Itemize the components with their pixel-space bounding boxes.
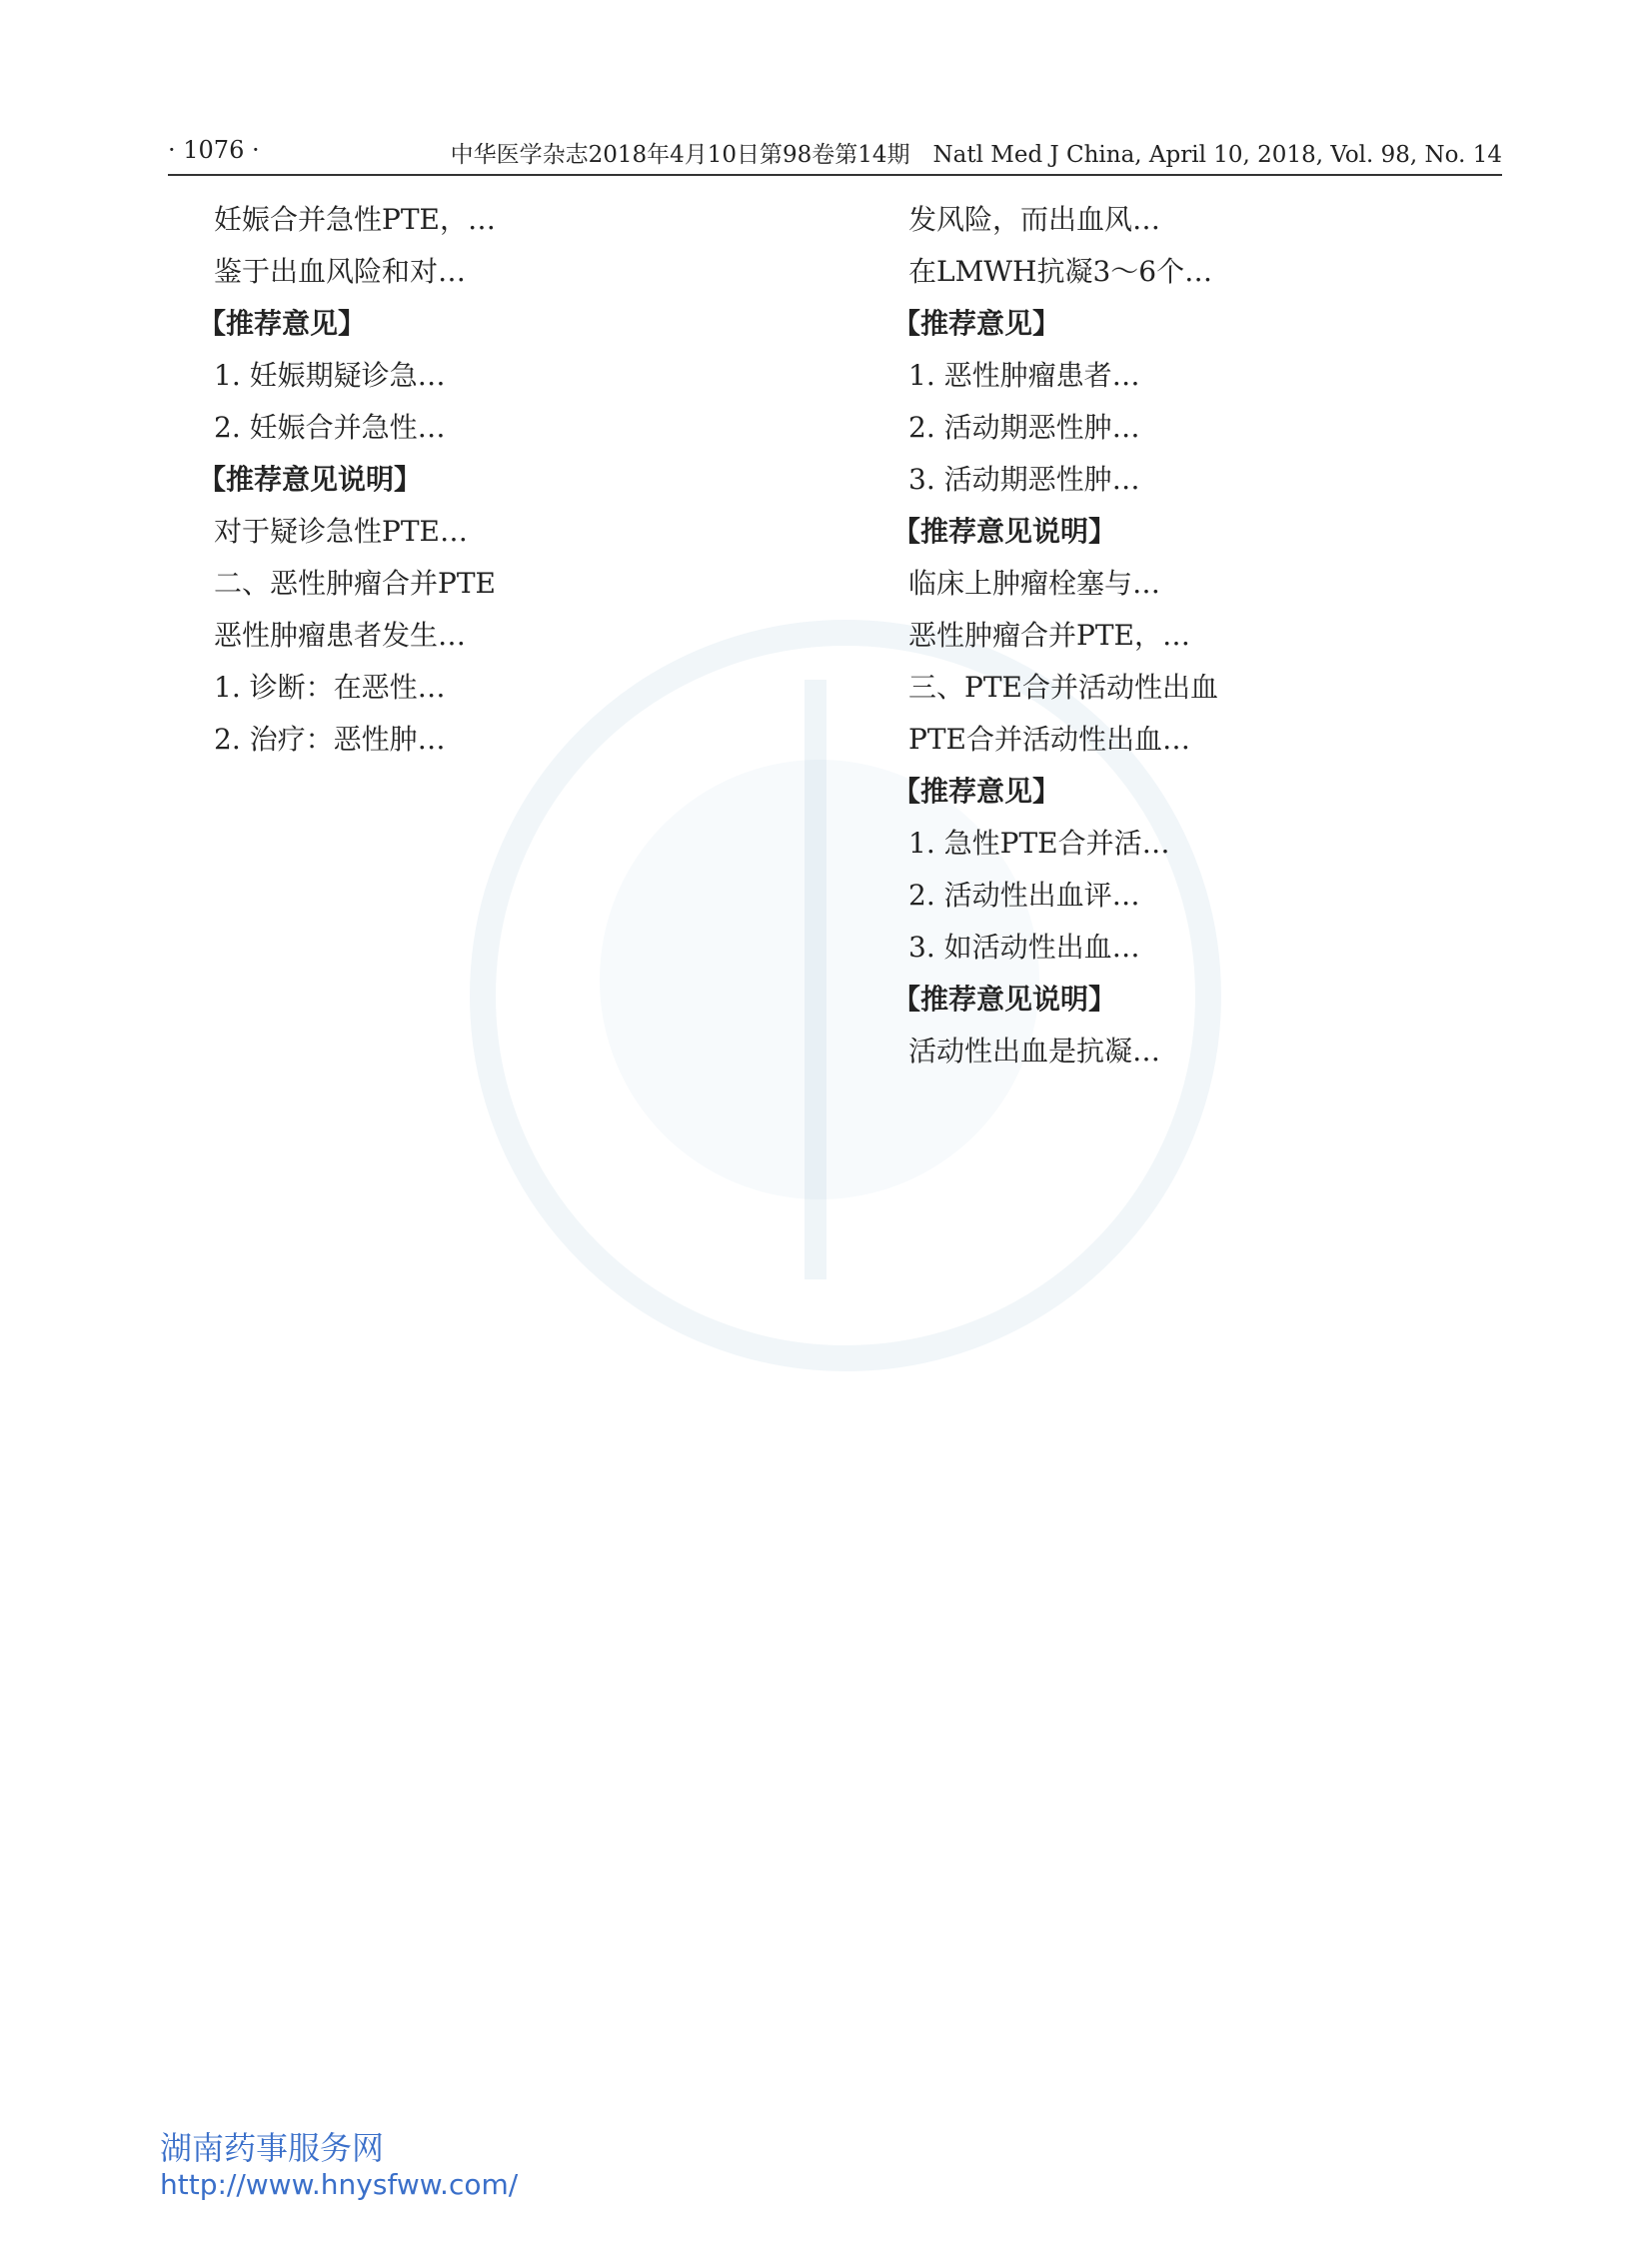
paragraph: 3. 活动期恶性肿… [908,463,1140,496]
recommendation-heading: 【推荐意见说明】 [198,463,423,496]
paragraph: 恶性肿瘤合并PTE，… [908,619,1190,652]
watermark-staff [805,680,826,1279]
paragraph: 2. 活动期恶性肿… [908,411,1140,444]
paragraph: 恶性肿瘤患者发生… [214,619,467,652]
footer-url[interactable]: http://www.hnysfww.com/ [160,2168,519,2201]
paragraph: 2. 妊娠合并急性… [214,411,446,444]
recommendation-heading: 【推荐意见】 [198,307,367,340]
recommendation-heading: 【推荐意见说明】 [892,515,1117,548]
paragraph: 2. 治疗：恶性肿… [214,723,446,756]
paragraph: 对于疑诊急性PTE… [214,515,468,548]
paragraph: 1. 诊断：在恶性… [214,671,446,704]
paragraph: 活动性出血是抗凝… [908,1035,1161,1068]
left-column [158,198,800,2087]
paragraph: 1. 恶性肿瘤患者… [908,359,1140,392]
paragraph: 1. 急性PTE合并活… [908,827,1170,860]
paragraph: 妊娠合并急性PTE，… [214,203,496,236]
page-number: · 1076 · [168,136,260,164]
section-heading: 三、PTE合并活动性出血 [908,671,1218,704]
paragraph: 临床上肿瘤栓塞与… [908,567,1161,600]
paragraph: 发风险，而出血风… [908,203,1161,236]
paragraph: 2. 活动性出血评… [908,879,1140,912]
journal-citation: 中华医学杂志2018年4月10日第98卷第14期 Natl Med J China, April 10, 2018, Vol. 98, No. 14 [450,142,1502,168]
paragraph: 1. 妊娠期疑诊急… [214,359,446,392]
paragraph: 在LMWH抗凝3～6个… [908,255,1213,288]
footer-site-name: 湖南药事服务网 [160,2129,385,2167]
paragraph: PTE合并活动性出血… [908,723,1190,756]
footer-watermark [160,2129,518,2203]
section-heading: 二、恶性肿瘤合并PTE [214,567,496,600]
right-column [852,198,1494,2087]
recommendation-heading: 【推荐意见说明】 [892,983,1117,1016]
paragraph: 鉴于出血风险和对… [214,255,467,288]
paragraph: 3. 如活动性出血… [908,931,1140,964]
recommendation-heading: 【推荐意见】 [892,307,1061,340]
running-header [168,130,1502,176]
recommendation-heading: 【推荐意见】 [892,775,1061,808]
